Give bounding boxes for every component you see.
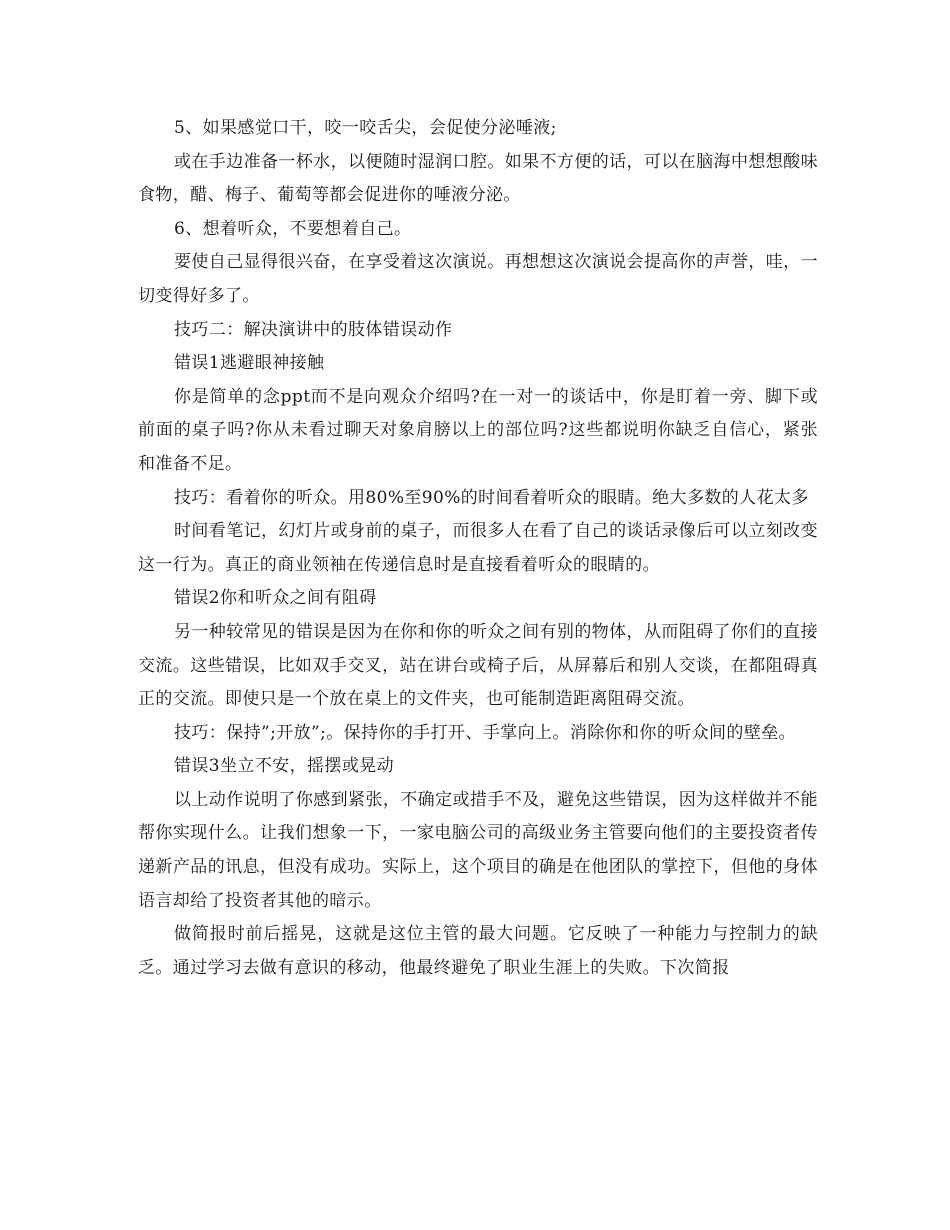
- section-heading: 技巧二：解决演讲中的肢体错误动作: [174, 319, 453, 340]
- subsection-heading: 错误2你和听众之间有阻碍: [174, 588, 377, 609]
- paragraph: 另一种较常见的错误是因为在你和你的听众之间有别的物体，从而阻碍了你们的直接交流。这些错误，比如双手交叉，站在讲台或椅子后，从屏幕后和别人交谈，在都阻碍真正的交流。即使只是一个放在桌上的文件夹，也可能制造距离阻碍交流。: [138, 621, 818, 710]
- paragraph: 以上动作说明了你感到紧张，不确定或措手不及，避免这些错误，因为这样做并不能帮你实现什么。让我们想象一下，一家电脑公司的高级业务主管要向他们的主要投资者传递新产品的讯息，但没有成功。实际上，这个项目的确是在他团队的掌控下，但他的身体语言却给了投资者其他的暗示。: [138, 789, 818, 911]
- paragraph: 要使自己显得很兴奋，在享受着这次演说。再想想这次演说会提高你的声誉，哇，一切变得好多了。: [138, 252, 818, 306]
- paragraph: 技巧：保持”;开放”;。保持你的手打开、手掌向上。消除你和你的听众间的壁垒。: [174, 722, 797, 743]
- subsection-heading: 错误1逃避眼神接触: [174, 353, 325, 374]
- paragraph: 时间看笔记，幻灯片或身前的桌子，而很多人在看了自己的谈话录像后可以立刻改变这一行为。真正的商业领袖在传递信息时是直接看着听众的眼睛的。: [138, 521, 818, 575]
- paragraph: 5、如果感觉口干，咬一咬舌尖，会促使分泌唾液;: [174, 118, 557, 138]
- paragraph: 6、想着听众，不要想着自己。: [174, 218, 412, 239]
- paragraph: 技巧：看着你的听众。用80%至90%的时间看着听众的眼睛。绝大多数的人花太多: [174, 487, 809, 508]
- paragraph: 你是简单的念ppt而不是向观众介绍吗?在一对一的谈话中，你是盯着一旁、脚下或前面的桌子吗?你从未看过聊天对象肩膀以上的部位吗?这些都说明你缺乏自信心，紧张和准备不足。: [138, 386, 818, 474]
- subsection-heading: 错误3坐立不安，摇摆或晃动: [174, 756, 395, 777]
- paragraph: 或在手边准备一杯水，以便随时湿润口腔。如果不方便的话，可以在脑海中想想酸味食物，醋、梅子、葡萄等都会促进你的唾液分泌。: [138, 151, 818, 206]
- paragraph: 做简报时前后摇晃，这就是这位主管的最大问题。它反映了一种能力与控制力的缺乏。通过学习去做有意识的移动，他最终避免了职业生涯上的失败。下次简报: [138, 924, 818, 978]
- document-body: [138, 112, 818, 985]
